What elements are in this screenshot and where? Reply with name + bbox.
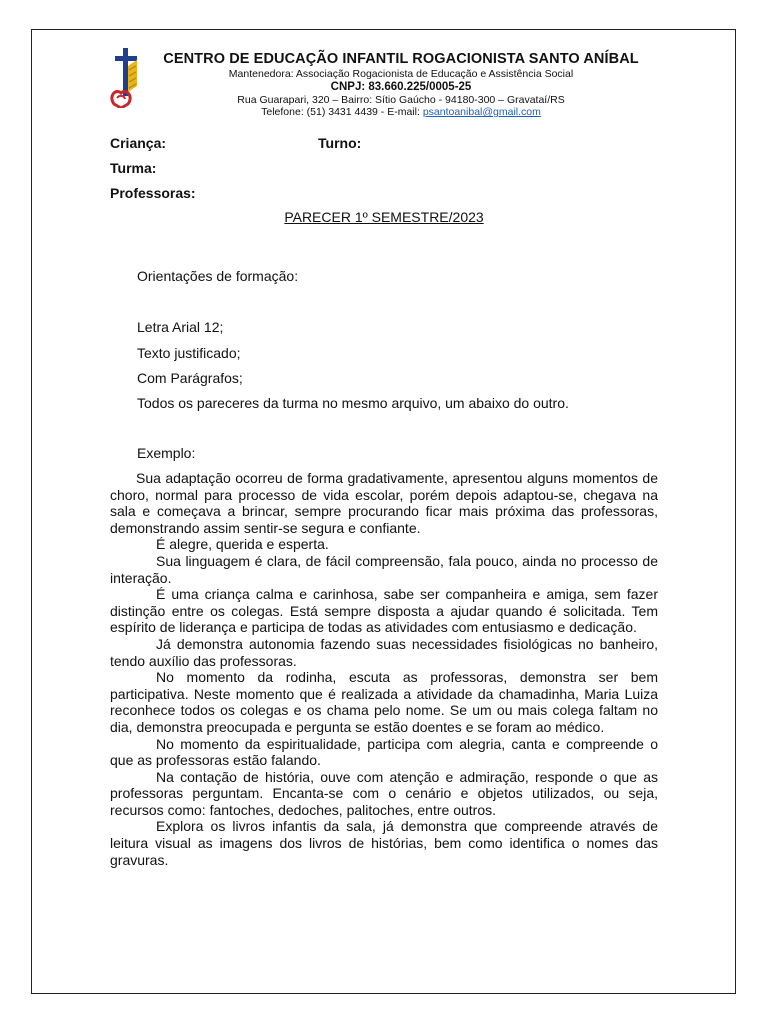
- example-paragraph: Sua linguagem é clara, de fácil compreensão, fala pouco, ainda no processo de interação.: [110, 552, 658, 586]
- document-title: PARECER 1º SEMESTRE/2023: [284, 209, 484, 225]
- example-paragraph: É uma criança calma e carinhosa, sabe ser companheira e amiga, sem fazer distinção entre os colegas. Está sempre disposta a ajudar quando é solicitada. Tem espírito de liderança e participa de todas as atividades com entusiasmo e dedicação.: [110, 586, 658, 636]
- guideline-item: Letra Arial 12;: [137, 319, 224, 335]
- letterhead: [146, 51, 656, 119]
- example-paragraph: É alegre, querida e esperta.: [156, 536, 329, 553]
- example-paragraph: No momento da espiritualidade, participa com alegria, canta e compreende o que as professoras estão falando.: [110, 735, 658, 769]
- guideline-item: Todos os pareceres da turma no mesmo arquivo, um abaixo do outro.: [137, 395, 569, 411]
- institution-name: CENTRO DE EDUCAÇÃO INFANTIL ROGACIONISTA SANTO ANÍBAL: [163, 51, 639, 67]
- guideline-item: Texto justificado;: [137, 345, 241, 361]
- phone-label: Telefone: (51) 3431 4439 - E-mail:: [261, 106, 423, 118]
- child-field-label: Criança:: [110, 135, 167, 151]
- example-paragraph: Na contação de história, ouve com atenção e admiração, responde o que as professoras perguntam. Encanta-se com o cenário e objetos utilizados, ou seja, recursos como: fantoches, dedoches, palitoches, entre outros.: [110, 768, 658, 818]
- guideline-item: Com Parágrafos;: [137, 370, 243, 386]
- guidelines-heading: Orientações de formação:: [137, 268, 299, 284]
- example-paragraph: Já demonstra autonomia fazendo suas necessidades fisiológicas no banheiro, tendo auxílio das professoras.: [110, 635, 658, 669]
- example-paragraph: Explora os livros infantis da sala, já demonstra que compreende através de leitura visual as imagens dos livros de histórias, bem como identifica o nomes das gravuras.: [110, 818, 658, 868]
- example-paragraph: No momento da rodinha, escuta as professoras, demonstra ser bem participativa. Neste momento que é realizada a atividade da chamadinha, Maria Luiza reconhece todos os colegas e os chama pelo nome. Se um ou mais colega faltam no dia, demonstra preocupada e pergunta se estão doentes e se foram ao médico.: [110, 669, 658, 735]
- teachers-field-label: Professoras:: [110, 185, 196, 201]
- contact-line: [146, 106, 656, 119]
- email-link[interactable]: psantoanibal@gmail.com: [422, 106, 541, 118]
- address-line: Rua Guarapari, 320 – Bairro: Sítio Gaúcho - 94180-300 – Gravataí/RS: [237, 93, 565, 106]
- example-body: [110, 470, 658, 868]
- example-paragraph: Sua adaptação ocorreu de forma gradativamente, apresentou alguns momentos de choro, normal para processo de vida escolar, porém depois adaptou-se, chegava na sala e começava a brincar, sempre procurando ficar mais próxima das professoras, demonstrando assim sentir-se segura e confiante.: [110, 470, 658, 536]
- institution-logo-icon: [110, 46, 146, 108]
- maintainer-line: Mantenedora: Associação Rogacionista de Educação e Assistência Social: [228, 68, 574, 80]
- class-field-label: Turma:: [110, 160, 157, 176]
- example-heading: Exemplo:: [137, 445, 196, 461]
- shift-field-label: Turno:: [318, 135, 362, 151]
- cnpj-line: CNPJ: 83.660.225/0005-25: [330, 80, 472, 93]
